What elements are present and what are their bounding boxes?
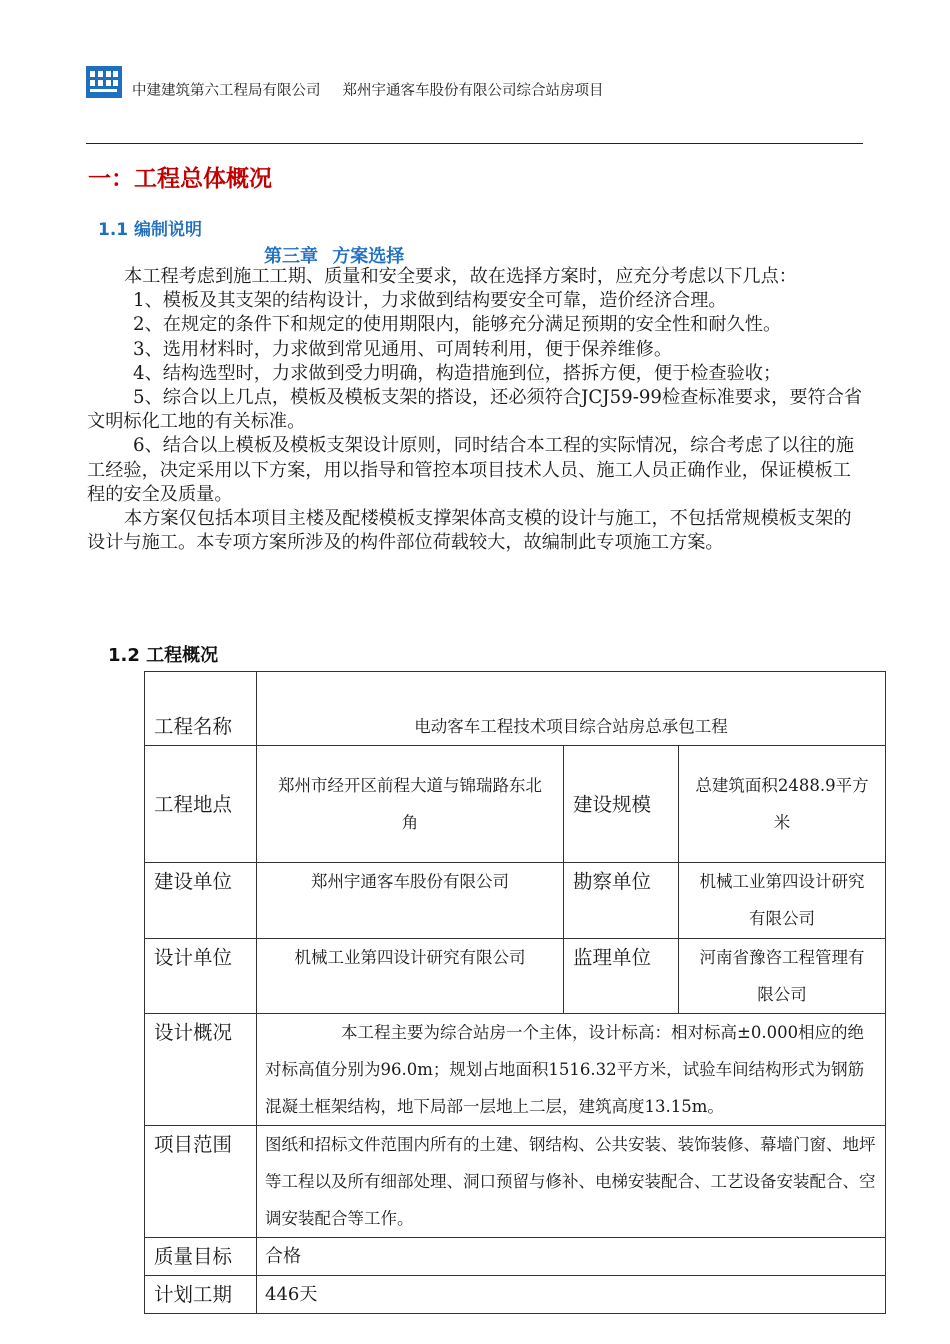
value-design: 机械工业第四设计研究有限公司 [257, 939, 564, 1014]
value-location: 郑州市经开区前程大道与锦瑞路东北角 [257, 746, 564, 863]
label-quality: 质量目标 [145, 1238, 257, 1276]
value-project-name: 电动客车工程技术项目综合站房总承包工程 [257, 672, 886, 746]
label-location: 工程地点 [145, 746, 257, 863]
value-scale: 总建筑面积2488.9平方米 [679, 746, 886, 863]
paragraph: 2、在规定的条件下和规定的使用期限内，能够充分满足预期的安全性和耐久性。 [133, 314, 782, 336]
label-scale: 建设规模 [564, 746, 679, 863]
value-survey: 机械工业第四设计研究有限公司 [679, 863, 886, 939]
table-row [145, 1014, 886, 1126]
table-row [145, 939, 886, 1014]
label-schedule: 计划工期 [145, 1276, 257, 1314]
value-schedule: 446天 [257, 1276, 886, 1314]
chapter-title: 第三章 方案选择 [264, 246, 405, 267]
table-row [145, 1276, 886, 1314]
label-owner: 建设单位 [145, 863, 257, 939]
table-row [145, 1238, 886, 1276]
table-row [145, 672, 886, 746]
header-text [132, 79, 626, 100]
document-body [87, 265, 867, 555]
label-project-name: 工程名称 [145, 672, 257, 746]
value-design-overview: 本工程主要为综合站房一个主体，设计标高：相对标高±0.000相应的绝对标高值分别为96.0m；规划占地面积1516.32平方米，试验车间结构形式为钢筋混凝土框架结构，地下局部一层地上二层，建筑高度13.15m。 [257, 1014, 886, 1126]
header-divider [86, 143, 863, 144]
table-row [145, 1126, 886, 1238]
label-design: 设计单位 [145, 939, 257, 1014]
label-scope: 项目范围 [145, 1126, 257, 1238]
table-row [145, 746, 886, 863]
value-supervision: 河南省豫咨工程管理有限公司 [679, 939, 886, 1014]
paragraph: 本工程考虑到施工工期、质量和安全要求，故在选择方案时，应充分考虑以下几点： [124, 266, 797, 287]
label-design-overview: 设计概况 [145, 1014, 257, 1126]
paragraph: 本方案仅包括本项目主楼及配楼模板支撑架体高支模的设计与施工，不包括常规模板支架的设计与施工。本专项方案所涉及的构件部位荷载较大，故编制此专项施工方案。 [87, 508, 852, 554]
section-1-2-title: 1.2 工程概况 [108, 645, 219, 666]
paragraph: 5、综合以上几点，模板及模板支架的搭设，还必须符合JCJ59-99检查标准要求，要符合省文明标化工地的有关标准。 [87, 387, 863, 433]
paragraph: 3、选用材料时，力求做到常见通用、可周转利用，便于保养维修。 [133, 338, 673, 360]
section-1-1-title: 1.1 编制说明 [98, 220, 203, 240]
paragraph: 1、模板及其支架的结构设计，力求做到结构要安全可靠，造价经济合理。 [133, 290, 727, 312]
company-logo-icon [86, 66, 122, 98]
header-project: 郑州宇通客车股份有限公司综合站房项目 [342, 83, 604, 99]
paragraph: 4、结构选型时，力求做到受力明确，构造措施到位，搭拆方便，便于检查验收； [133, 362, 782, 384]
value-quality: 合格 [257, 1238, 886, 1276]
page-header [86, 66, 866, 106]
label-survey: 勘察单位 [564, 863, 679, 939]
value-scope: 图纸和招标文件范围内所有的土建、钢结构、公共安装、装饰装修、幕墙门窗、地坪等工程以及所有细部处理、洞口预留与修补、电梯安装配合、工艺设备安装配合、空调安装配合等工作。 [257, 1126, 886, 1238]
header-company: 中建建筑第六工程局有限公司 [132, 83, 321, 99]
project-overview-table [144, 671, 886, 1314]
value-owner: 郑州宇通客车股份有限公司 [257, 863, 564, 939]
section-1-title: 一：工程总体概况 [88, 166, 272, 192]
label-supervision: 监理单位 [564, 939, 679, 1014]
paragraph: 6、结合以上模板及模板支架设计原则，同时结合本工程的实际情况，综合考虑了以往的施工经验，决定采用以下方案，用以指导和管控本项目技术人员、施工人员正确作业，保证模板工程的安全及质量。 [87, 435, 854, 505]
table-row [145, 863, 886, 939]
